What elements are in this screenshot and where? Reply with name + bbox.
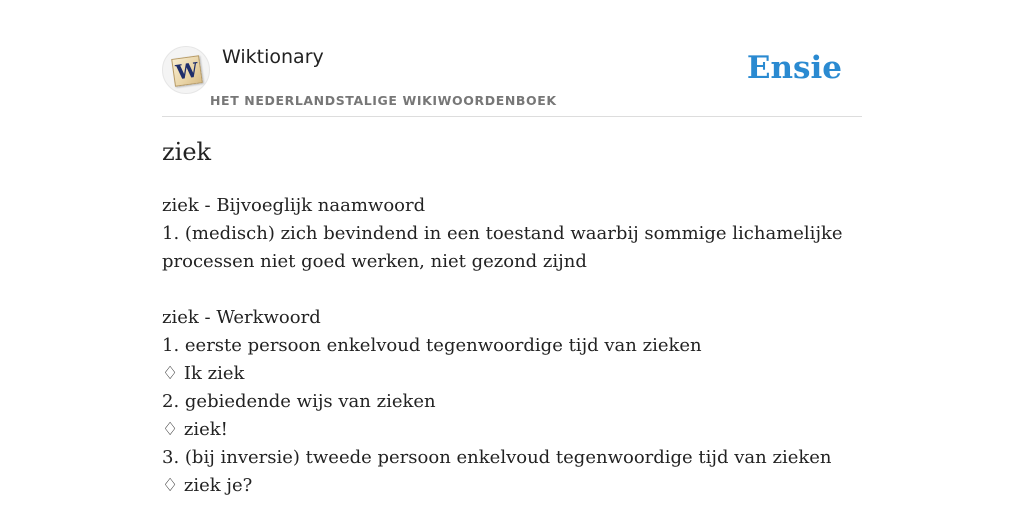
ensie-brand-link[interactable]: Ensie <box>746 50 842 86</box>
entry-content <box>162 192 862 500</box>
section-heading-verb: ziek - Werkwoord <box>162 307 321 328</box>
definition-item: 2. gebiedende wijs van zieken <box>162 391 436 412</box>
section-heading-adjective: ziek - Bijvoeglijk naamwoord <box>162 195 426 216</box>
section-spacer <box>162 276 862 304</box>
logo-tile-icon <box>171 55 203 87</box>
page-title: ziek <box>162 138 212 166</box>
example-item: ♢ ziek! <box>162 419 228 440</box>
definition-item: 1. eerste persoon enkelvoud tegenwoordige tijd van zieken <box>162 335 702 356</box>
site-header <box>162 44 862 117</box>
example-item: ♢ Ik ziek <box>162 363 245 384</box>
example-item: ♢ ziek je? <box>162 475 253 496</box>
site-title[interactable]: Wiktionary <box>222 46 324 68</box>
definition-item: 3. (bij inversie) tweede persoon enkelvoud tegenwoordige tijd van zieken <box>162 447 832 468</box>
site-subtitle: HET NEDERLANDSTALIGE WIKIWOORDENBOEK <box>210 93 557 108</box>
logo-letter: W <box>174 57 200 85</box>
wiktionary-logo[interactable] <box>162 46 210 94</box>
definition-item: 1. (medisch) zich bevindend in een toestand waarbij sommige lichamelijke processen niet goed werken, niet gezond zijnd <box>162 223 843 272</box>
